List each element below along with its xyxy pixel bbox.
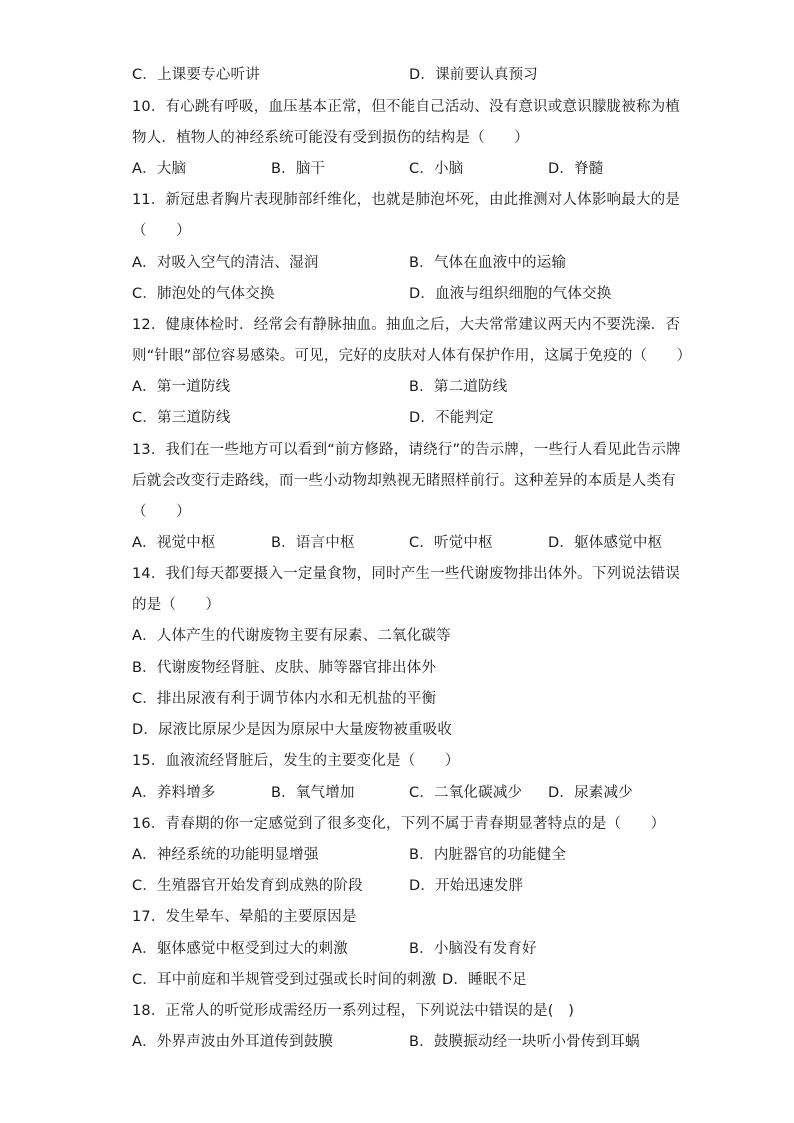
option-row	[132, 970, 662, 990]
option-row	[132, 845, 662, 865]
option-b: B．第二道防线	[409, 379, 508, 395]
option-a: A．第一道防线	[132, 379, 231, 395]
option-c: C．肺泡处的气体交换	[132, 286, 275, 302]
question-stem-line: 物人．植物人的神经系统可能没有受到损伤的结构是（ ）	[132, 130, 529, 146]
option-row	[132, 65, 662, 85]
option-c: C．生殖器官开始发育到成熟的阶段	[132, 878, 363, 894]
question-stem-line: 11．新冠患者胸片表现肺部纤维化，也就是肺泡坏死，由此推测对人体影响最大的是	[132, 192, 681, 208]
question-stem-line: （ ）	[132, 504, 191, 520]
option-row	[132, 377, 662, 397]
option-row	[132, 408, 662, 428]
question-stem-line: 则“针眼”部位容易感染。可见，完好的皮肤对人体有保护作用，这属于免疫的（ ）	[132, 348, 692, 364]
option-d: D．不能判定	[409, 410, 494, 426]
option-row	[132, 720, 662, 740]
option-row	[132, 939, 662, 959]
option-a: A．躯体感觉中枢受到过大的刺激	[132, 941, 348, 957]
option-c: C．上课要专心听讲	[132, 67, 260, 83]
option-c: C．耳中前庭和半规管受到过强或长时间的刺激	[132, 972, 437, 988]
option-d: D．血液与组织细胞的气体交换	[409, 286, 612, 302]
option-d: D．尿液比原尿少是因为原尿中大量废物被重吸收	[132, 722, 453, 738]
option-d: D．睡眠不足	[442, 972, 527, 988]
question-stem-line: 后就会改变行走路线，而一些小动物却熟视无睹照样前行。这种差异的本质是人类有	[132, 473, 676, 489]
question-stem-line: 14．我们每天都要摄入一定量食物，同时产生一些代谢废物排出体外。下列说法错误	[132, 566, 681, 582]
option-row	[132, 284, 662, 304]
question-stem-line: 17．发生晕车、晕船的主要原因是	[132, 909, 357, 925]
option-row	[132, 533, 662, 553]
option-a: A．神经系统的功能明显增强	[132, 847, 319, 863]
option-c: C．排出尿液有利于调节体内水和无机盐的平衡	[132, 691, 437, 707]
option-row	[132, 876, 662, 896]
option-row	[132, 783, 662, 803]
option-d: D．躯体感觉中枢	[548, 535, 663, 551]
option-b: B．鼓膜振动经一块听小骨传到耳蜗	[409, 1034, 640, 1050]
option-c: C．小脑	[409, 161, 464, 177]
option-a: A．大脑	[132, 161, 187, 177]
option-d: D．课前要认真预习	[409, 67, 538, 83]
option-row	[132, 626, 662, 646]
option-row	[132, 658, 662, 678]
option-row	[132, 689, 662, 709]
option-b: B．脑干	[271, 161, 326, 177]
option-row	[132, 159, 662, 179]
option-b: B．内脏器官的功能健全	[409, 847, 567, 863]
option-d: D．开始迅速发胖	[409, 878, 524, 894]
question-stem-line: 15．血液流经肾脏后，发生的主要变化是（ ）	[132, 753, 460, 769]
option-b: B．代谢废物经肾脏、皮肤、肺等器官排出体外	[132, 660, 437, 676]
option-a: A．对吸入空气的清洁、湿润	[132, 255, 319, 271]
option-b: B．氧气增加	[271, 785, 355, 801]
question-stem-line: （ ）	[132, 223, 191, 239]
option-b: B．小脑没有发育好	[409, 941, 537, 957]
option-row	[132, 253, 662, 273]
option-c: C．二氧化碳减少	[409, 785, 523, 801]
question-stem-line: 10．有心跳有呼吸，血压基本正常，但不能自己活动、没有意识或意识朦胧被称为植	[132, 99, 681, 115]
option-a: A．视觉中枢	[132, 535, 216, 551]
question-stem-line: 18．正常人的听觉形成需经历一系列过程，下列说法中错误的是( )	[132, 1003, 575, 1019]
question-stem-line: 12．健康体检时．经常会有静脉抽血。抽血之后，大夫常常建议两天内不要洗澡．否	[132, 317, 681, 333]
question-stem-line: 16．青春期的你一定感觉到了很多变化，下列不属于青春期显著特点的是（ ）	[132, 816, 666, 832]
option-a: A．外界声波由外耳道传到鼓膜	[132, 1034, 334, 1050]
option-b: B．气体在血液中的运输	[409, 255, 567, 271]
option-row	[132, 1032, 662, 1052]
option-b: B．语言中枢	[271, 535, 355, 551]
option-c: C．听觉中枢	[409, 535, 493, 551]
option-a: A．养料增多	[132, 785, 216, 801]
option-a: A．人体产生的代谢废物主要有尿素、二氧化碳等	[132, 628, 451, 644]
option-d: D．尿素减少	[548, 785, 633, 801]
question-stem-line: 13．我们在一些地方可以看到“前方修路，请绕行”的告示牌，一些行人看见此告示牌	[132, 442, 681, 458]
question-stem-line: 的是（ ）	[132, 597, 221, 613]
option-c: C．第三道防线	[132, 410, 231, 426]
option-d: D．脊髓	[548, 161, 604, 177]
